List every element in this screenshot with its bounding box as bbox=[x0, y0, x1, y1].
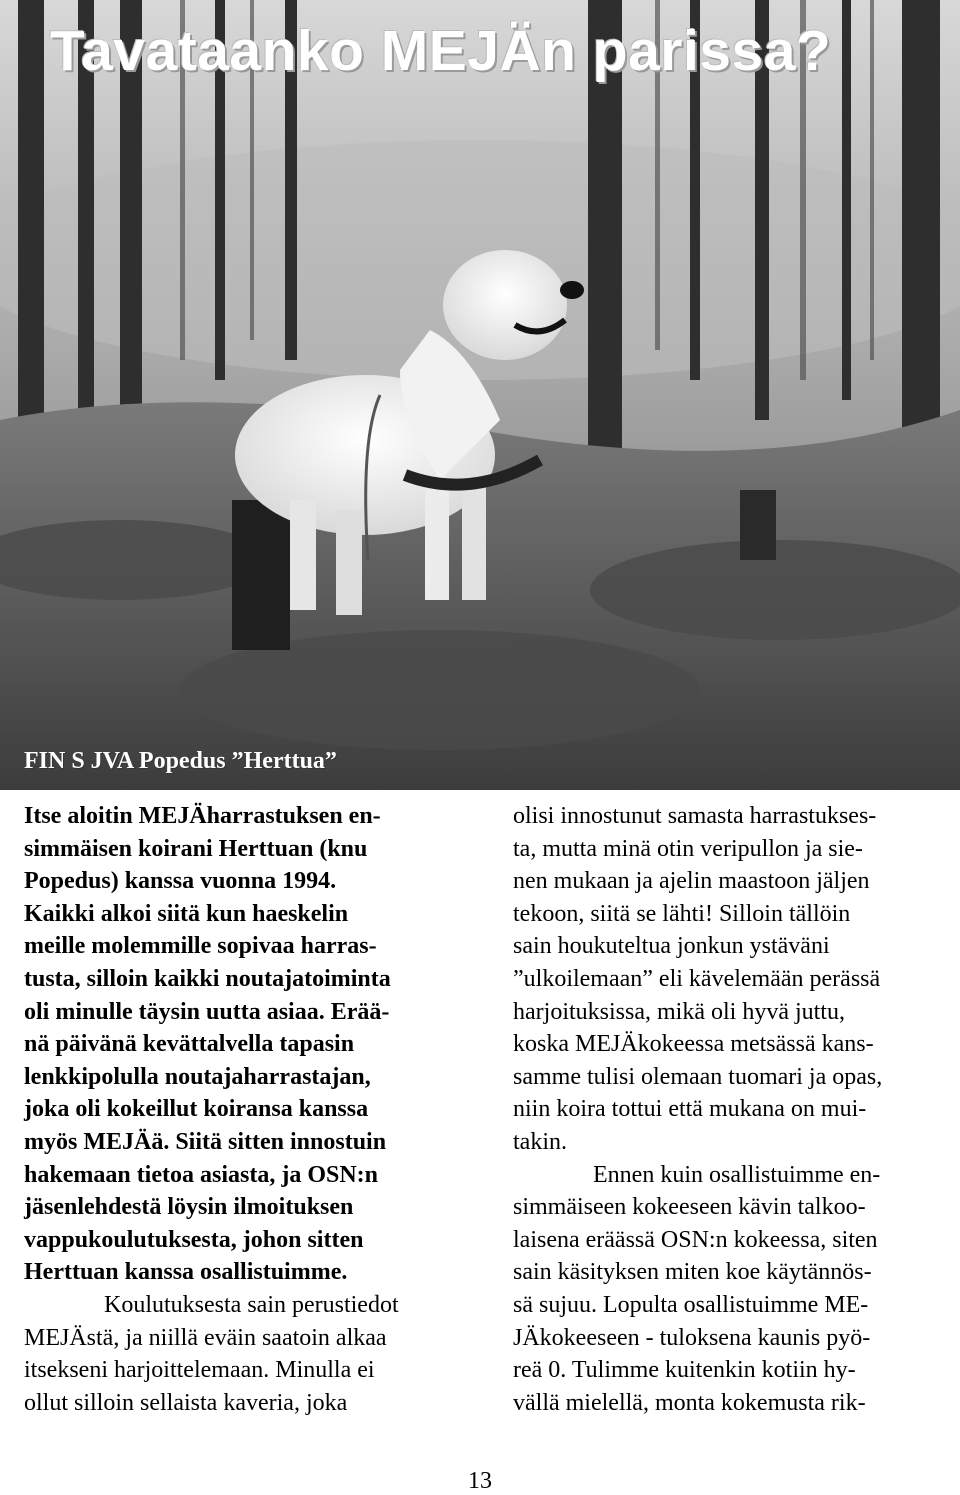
article-line: lenkkipolulla noutajaharrastajan, bbox=[24, 1063, 371, 1090]
article-line: Ennen kuin osallistuimme en- bbox=[593, 1161, 881, 1188]
page-title: Tavataanko MEJÄn parissa? bbox=[50, 19, 832, 83]
article-line: olisi innostunut samasta harrastukses- bbox=[513, 803, 877, 829]
article-line: Popedus) kanssa vuonna 1994. bbox=[24, 868, 337, 895]
photo-caption: FIN S JVA Popedus ”Herttua” bbox=[24, 748, 337, 774]
article-line: samme tulisi olemaan tuomari ja opas, bbox=[513, 1063, 883, 1090]
article-line: MEJÄstä, ja niillä eväin saatoin alkaa bbox=[24, 1324, 387, 1351]
article-line: Kaikki alkoi siitä kun haeskelin bbox=[24, 900, 349, 927]
article-line: simmäisen koirani Herttuan (knu bbox=[24, 835, 368, 862]
article-line: ta, mutta minä otin veripullon ja sie- bbox=[513, 835, 863, 862]
article-line: simmäiseen kokeeseen kävin talkoo- bbox=[513, 1194, 866, 1221]
article-line: jäsenlehdestä löysin ilmoituksen bbox=[24, 1194, 354, 1221]
article-line: myös MEJÄä. Siitä sitten innostuin bbox=[24, 1128, 387, 1155]
article-line: tekoon, siitä se lähti! Silloin tällöin bbox=[513, 900, 851, 927]
article-line: ”ulkoilemaan” eli kävelemään perässä bbox=[513, 965, 881, 992]
article-line: vappukoulutuksesta, johon sitten bbox=[24, 1226, 364, 1253]
article-line: nä päivänä kevättalvella tapasin bbox=[24, 1031, 355, 1058]
article-line: niin koira tottui että mukana on mui- bbox=[513, 1096, 867, 1123]
article-line: hakemaan tietoa asiasta, ja OSN:n bbox=[24, 1161, 379, 1188]
article-line: sain houkuteltua jonkun ystäväni bbox=[513, 933, 830, 960]
article-line: joka oli kokeillut koiransa kanssa bbox=[24, 1096, 369, 1123]
article-line: JÄkokeeseen - tuloksena kaunis pyö- bbox=[513, 1324, 871, 1351]
article-line: meille molemmille sopivaa harras- bbox=[24, 933, 377, 960]
article-line: itsekseni harjoittelemaan. Minulla ei bbox=[24, 1357, 375, 1384]
article-line: sain käsityksen miten koe käytännös- bbox=[513, 1259, 872, 1286]
page-number: 13 bbox=[468, 1468, 492, 1494]
article-line: sä sujuu. Lopulta osallistuimme ME- bbox=[513, 1291, 869, 1318]
article-line: laisena eräässä OSN:n kokeessa, siten bbox=[513, 1226, 878, 1253]
article-line: Koulutuksesta sain perustiedot bbox=[104, 1291, 399, 1318]
article-line: koska MEJÄkokeessa metsässä kans- bbox=[513, 1031, 874, 1058]
article-line: vällä mielellä, monta kokemusta rik- bbox=[513, 1389, 866, 1416]
article-line: nen mukaan ja ajelin maastoon jäljen bbox=[513, 868, 870, 895]
article-line: oli minulle täysin uutta asiaa. Erää- bbox=[24, 998, 390, 1025]
article-line: Itse aloitin MEJÄharrastuksen en- bbox=[24, 803, 381, 829]
article-line: reä 0. Tulimme kuitenkin kotiin hy- bbox=[513, 1357, 856, 1384]
article-line: harjoituksissa, mikä oli hyvä juttu, bbox=[513, 998, 845, 1025]
article-line: Herttuan kanssa osallistuimme. bbox=[24, 1259, 348, 1286]
article-right-column bbox=[513, 800, 953, 1419]
article-line: takin. bbox=[513, 1128, 567, 1155]
article-line: ollut silloin sellaista kaveria, joka bbox=[24, 1389, 348, 1416]
article-left-column bbox=[24, 800, 464, 1419]
article-line: tusta, silloin kaikki noutajatoiminta bbox=[24, 965, 391, 992]
